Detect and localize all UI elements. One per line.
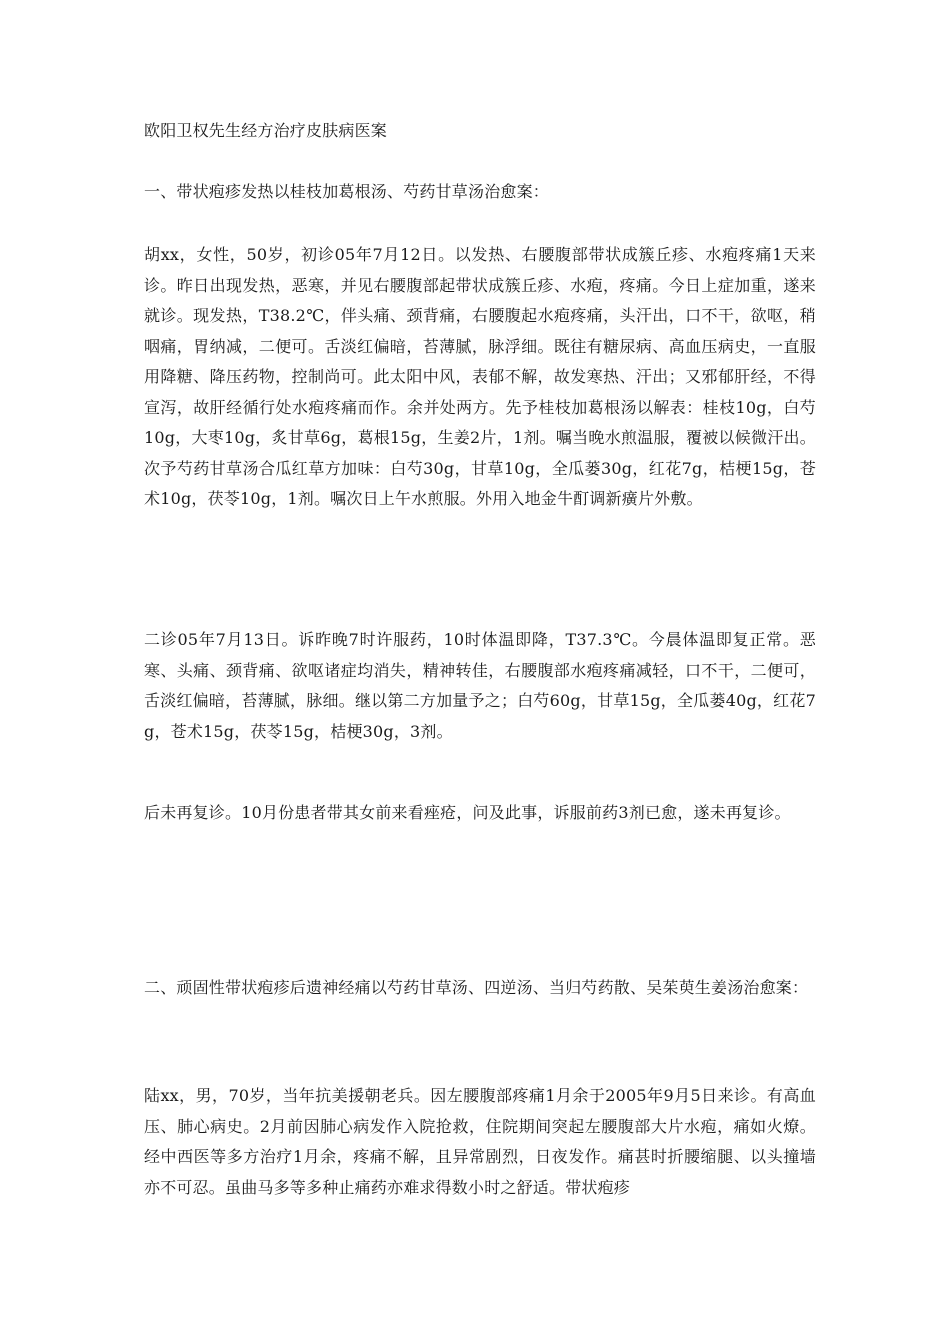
section1-heading: 一、带状疱疹发热以桂枝加葛根汤、芍药甘草汤治愈案：: [144, 182, 550, 201]
section1-second-visit-paragraph: 二诊05年7月13日。诉昨晚7时许服药，10时体温即降，T37.3℃。今晨体温即复正常。恶寒、头痛、颈背痛、欲呕诸症均消失，精神转佳，右腰腹部水疱疼痛减轻，口不干，二便可，舌淡红偏暗，苔薄腻，脉细。继以第二方加量予之；白芍60g，甘草15g，全瓜蒌40g，红花7g，苍术15g，茯苓15g，桔梗30g，3剂。: [144, 630, 816, 741]
section2-heading: 二、顽固性带状疱疹后遗神经痛以芍药甘草汤、四逆汤、当归芍药散、吴茱萸生姜汤治愈案：: [144, 978, 809, 997]
section1-follow-up-paragraph: 后未再复诊。10月份患者带其女前来看痤疮，问及此事，诉服前药3剂已愈，遂未再复诊。: [144, 803, 791, 822]
document-title: 欧阳卫权先生经方治疗皮肤病医案: [144, 121, 388, 140]
section1-first-visit-paragraph: 胡xx，女性，50岁，初诊05年7月12日。以发热、右腰腹部带状成簇丘疹、水疱疼痛1天来诊。昨日出现发热，恶寒，并见右腰腹部起带状成簇丘疹、水疱，疼痛。今日上症加重，遂来就诊。现发热，T38.2℃，伴头痛、颈背痛，右腰腹起水疱疼痛，头汗出，口不干，欲呕，稍咽痛，胃纳减，二便可。舌淡红偏暗，苔薄腻，脉浮细。既往有糖尿病、高血压病史，一直服用降糖、降压药物，控制尚可。此太阳中风，表郁不解，故发寒热、汗出；又邪郁肝经，不得宣泻，故肝经循行处水疱疼痛而作。余并处两方。先予桂枝加葛根汤以解表：桂枝10g，白芍10g，大枣10g，炙甘草6g，葛根15g，生姜2片，1剂。嘱当晚水煎温服，覆被以候微汗出。次予芍药甘草汤合瓜红草方加味：白芍30g，甘草10g，全瓜蒌30g，红花7g，桔梗15g，苍术10g，茯苓10g，1剂。嘱次日上午水煎服。外用入地金牛酊调新癀片外敷。: [144, 245, 816, 508]
section2-case-paragraph: 陆xx，男，70岁，当年抗美援朝老兵。因左腰腹部疼痛1月余于2005年9月5日来诊。有高血压、肺心病史。2月前因肺心病发作入院抢救，住院期间突起左腰腹部大片水疱，痛如火燎。经中西医等多方治疗1月余，疼痛不解，且异常剧烈，日夜发作。痛甚时折腰缩腿、以头撞墙亦不可忍。虽曲马多等多种止痛药亦难求得数小时之舒适。带状疱疹: [144, 1086, 816, 1197]
